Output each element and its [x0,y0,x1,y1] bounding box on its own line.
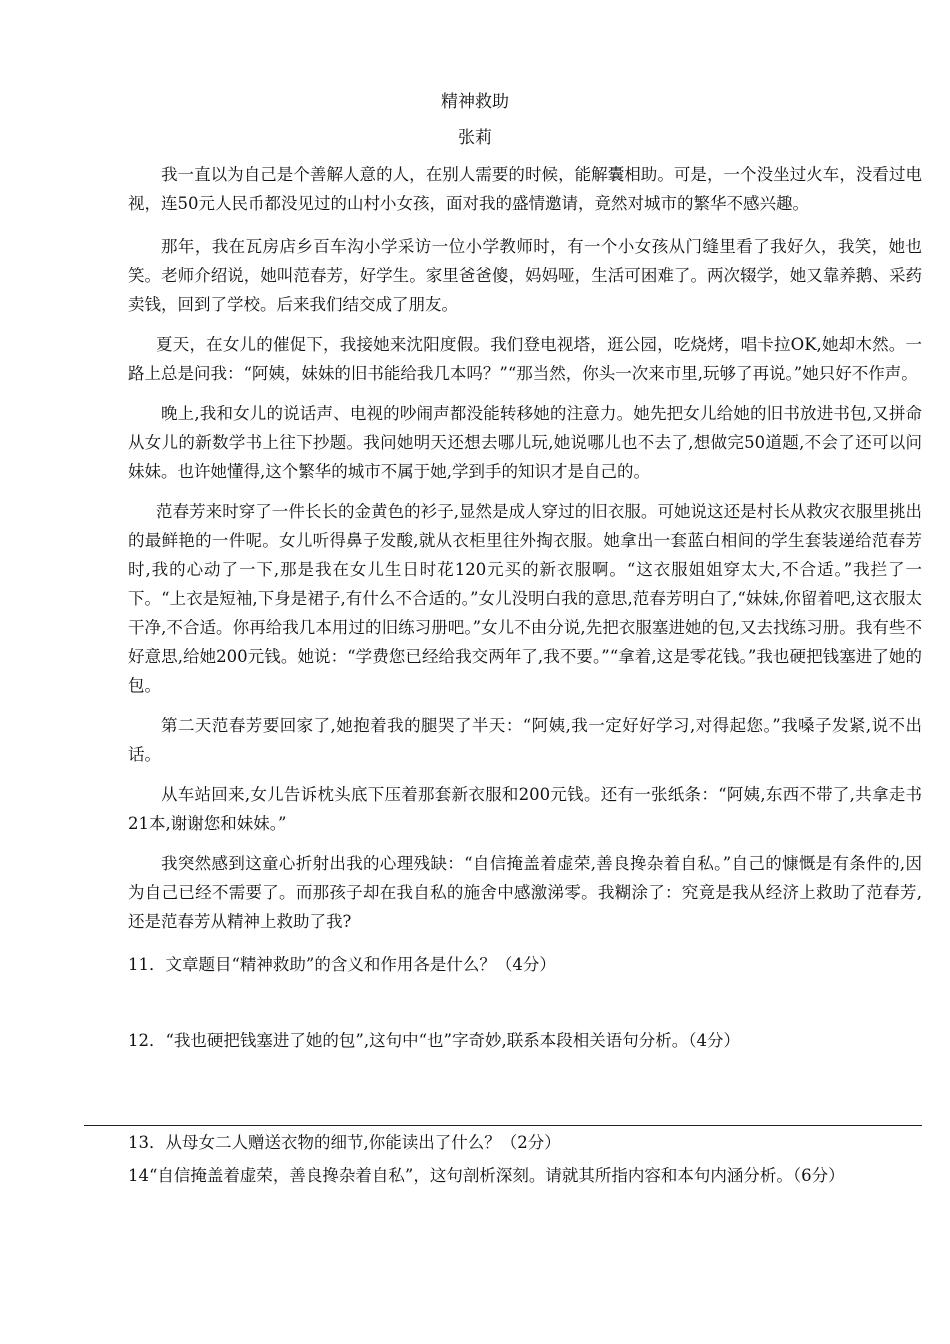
paragraph: 范春芳来时穿了一件长长的金黄色的衫子,显然是成人穿过的旧衣服。可她说这还是村长从救灾衣服里挑出的最鲜艳的一件呢。女儿听得鼻子发酸,就从衣柜里往外掏衣服。她拿出一套蓝白相间的学生套装递给范春芳时,我的心动了一下,那是我在女儿生日时花120元买的新衣服啊。“这衣服姐姐穿太大,不合适。”我拦了一下。“上衣是短袖,下身是裙子,有什么不合适的。”女儿没明白我的意思,范春芳明白了,“妹妹,你留着吧,这衣服太干净,不合适。你再给我几本用过的旧练习册吧。”女儿不由分说,先把衣服塞进她的包,又去找练习册。我有些不好意思,给她200元钱。她说：“学费您已经给我交两年了,我不要。”“拿着,这是零花钱。”我也硬把钱塞进了她的包。 [128,502,922,695]
paragraph: 夏天，在女儿的催促下，我接她来沈阳度假。我们登电视塔，逛公园，吃烧烤，唱卡拉OK,她却木然。一路上总是问我：“阿姨，妹妹的旧书能给我几本吗？”“那当然，你头一次来市里,玩够了再说。”她只好不作声。 [128,335,922,383]
question-12: 12．“我也硬把钱塞进了她的包”,这句中“也”字奇妙,联系本段相关语句分析。（4分） [128,1031,740,1050]
article-author: 张莉 [458,128,492,148]
question-11: 11．文章题目“精神救助”的含义和作用各是什么？（4分） [128,955,556,974]
paragraph: 我突然感到这童心折射出我的心理残缺：“自信掩盖着虚荣,善良搀杂着自私。”自己的慷慨是有条件的,因为自己已经不需要了。而那孩子却在我自私的施舍中感激涕零。我糊涂了：究竟是我从经济上救助了范春芳,还是范春芳从精神上救助了我? [128,854,922,931]
article-title: 精神救助 [441,92,509,112]
paragraph: 我一直以为自己是个善解人意的人，在别人需要的时候，能解囊相助。可是，一个没坐过火车，没看过电视，连50元人民币都没见过的山村小女孩，面对我的盛情邀请，竟然对城市的繁华不感兴趣。 [128,165,922,213]
divider-line [84,1125,922,1126]
article-body [128,160,922,947]
question-13: 13．从母女二人赠送衣物的细节,你能读出了什么？（2分） [128,1133,561,1152]
paragraph: 从车站回来,女儿告诉枕头底下压着那套新衣服和200元钱。还有一张纸条：“阿姨,东西不带了,共拿走书21本,谢谢您和妹妹。” [128,785,922,833]
paragraph: 第二天范春芳要回家了,她抱着我的腿哭了半天：“阿姨,我一定好好学习,对得起您。”我嗓子发紧,说不出话。 [128,716,922,764]
paragraph: 那年，我在瓦房店乡百车沟小学采访一位小学教师时，有一个小女孩从门缝里看了我好久，我笑，她也笑。老师介绍说，她叫范春芳，好学生。家里爸爸傻，妈妈哑，生活可困难了。两次辍学，她又靠养鹅、采药卖钱，回到了学校。后来我们结交成了朋友。 [128,237,922,314]
question-14: 14“自信掩盖着虚荣，善良搀杂着自私”，这句剖析深刻。请就其所指内容和本句内涵分析。（6分） [128,1166,845,1185]
paragraph: 晚上,我和女儿的说话声、电视的吵闹声都没能转移她的注意力。她先把女儿给她的旧书放进书包,又拼命从女儿的新数学书上往下抄题。我问她明天还想去哪儿玩,她说哪儿也不去了,想做完50道题,不会了还可以问妹妹。也许她懂得,这个繁华的城市不属于她,学到手的知识才是自己的。 [128,404,922,481]
